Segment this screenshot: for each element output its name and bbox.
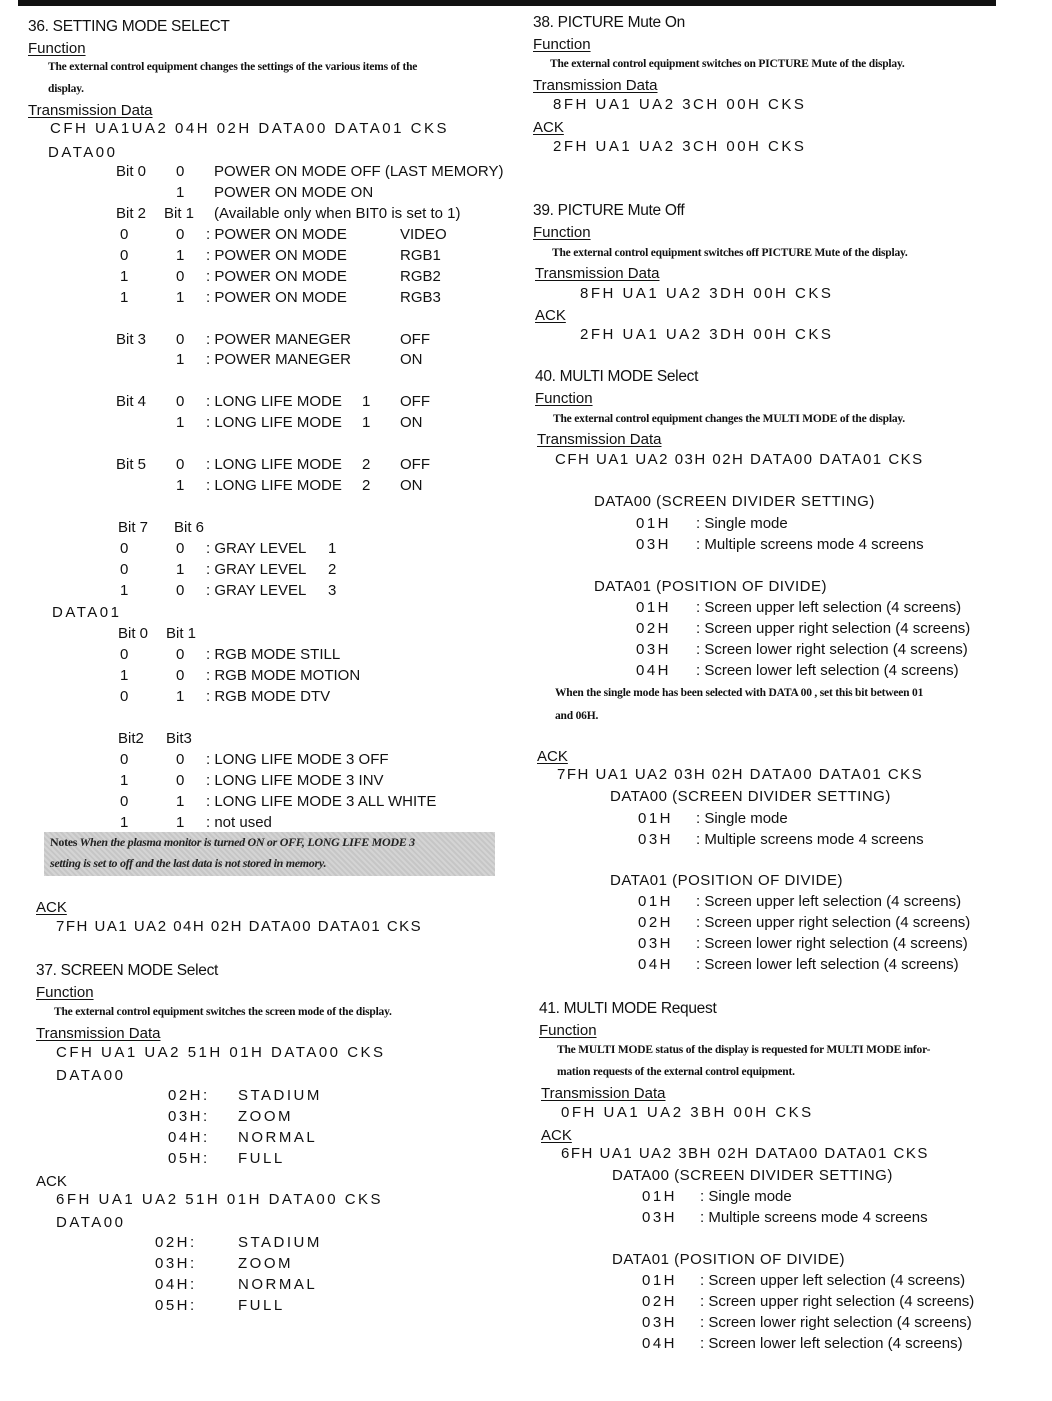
bit-description: : POWER ON MODE (206, 226, 347, 243)
bit-value: 1 (176, 688, 185, 705)
bit-index: 2 (362, 456, 371, 473)
bit-value: 0 (120, 247, 129, 264)
transmission-data: CFH UA1 UA2 51H 01H DATA00 CKS (56, 1044, 386, 1061)
mode-name: NORMAL (238, 1276, 318, 1293)
bit-value: 1 (176, 247, 185, 264)
section-36-title: 36. SETTING MODE SELECT (28, 18, 230, 35)
bit-label: Bit 0 (118, 625, 149, 642)
bit-index: 1 (362, 414, 371, 431)
data00-label: DATA00 (56, 1214, 126, 1231)
transmission-data-label: Transmission Data (535, 265, 660, 282)
bit-label: Bit 1 (164, 205, 195, 222)
bit-value: 0 (176, 540, 185, 557)
position-code: 04H (638, 956, 674, 973)
position-code: 01H (638, 893, 674, 910)
divider-code: 01H (636, 515, 672, 532)
bit-label: Bit3 (166, 730, 192, 747)
note-text: When the single mode has been selected with DATA 00 , set this bit between 01 (555, 687, 924, 699)
position-code: 03H (638, 935, 674, 952)
description: The external control equipment switches on PICTURE Mute of the display. (550, 58, 905, 70)
bit-value: 0 (120, 793, 129, 810)
data01-label: DATA01 (POSITION OF DIVIDE) (612, 1251, 845, 1268)
bit-label: Bit 0 (116, 163, 147, 180)
data00-label: DATA00 (56, 1067, 126, 1084)
bit-setting: ON (400, 414, 423, 431)
ack-data: 7FH UA1 UA2 03H 02H DATA00 DATA01 CKS (557, 766, 924, 783)
bit-label: Bit 3 (116, 331, 147, 348)
position-description: : Screen upper right selection (4 screens) (696, 914, 971, 931)
bit-value: 0 (176, 751, 185, 768)
mode-code: 02H: (155, 1234, 197, 1251)
bit-value: 0 (176, 582, 185, 599)
bit-setting: VIDEO (400, 226, 447, 243)
function-label: Function (36, 984, 94, 1001)
notes-box (44, 832, 495, 876)
notes-text: setting is set to off and the last data is not stored in memory. (50, 856, 327, 870)
position-description: : Screen upper right selection (4 screens) (700, 1293, 975, 1310)
bit-index: 1 (362, 393, 371, 410)
description: The MULTI MODE status of the display is requested for MULTI MODE infor- (557, 1044, 931, 1056)
bit-setting: OFF (400, 456, 430, 473)
transmission-data-label: Transmission Data (36, 1025, 161, 1042)
bit-value: 1 (176, 477, 185, 494)
bit-description: : POWER MANEGER (206, 351, 352, 368)
bit-setting: OFF (400, 393, 430, 410)
ack-data: 6FH UA1 UA2 3BH 02H DATA00 DATA01 CKS (561, 1145, 929, 1162)
mode-code: 02H: (168, 1087, 210, 1104)
mode-name: FULL (238, 1297, 285, 1314)
bit-value: 0 (176, 268, 185, 285)
transmission-data-label: Transmission Data (537, 431, 662, 448)
bit-index: 2 (328, 561, 337, 578)
bit-description: : LONG LIFE MODE 3 OFF (206, 751, 389, 768)
bit-description: : POWER MANEGER (206, 331, 352, 348)
bit-index: 3 (328, 582, 337, 599)
mode-name: STADIUM (238, 1087, 322, 1104)
divider-code: 03H (636, 536, 672, 553)
bit-description: : not used (206, 814, 272, 831)
bit-value: 0 (176, 646, 185, 663)
mode-name: NORMAL (238, 1129, 318, 1146)
note-text: and 06H. (555, 710, 599, 722)
section-37-title: 37. SCREEN MODE Select (36, 962, 219, 979)
bit-description: : LONG LIFE MODE (206, 414, 342, 431)
bit-setting: RGB1 (400, 247, 441, 264)
divider-code: 01H (642, 1188, 678, 1205)
divider-description: : Multiple screens mode 4 screens (696, 831, 924, 848)
bit-value: 1 (120, 667, 129, 684)
data01-label: DATA01 (POSITION OF DIVIDE) (594, 578, 827, 595)
section-41-title: 41. MULTI MODE Request (539, 1000, 717, 1017)
bit-value: 1 (120, 772, 129, 789)
bit-description: : GRAY LEVEL (206, 582, 307, 599)
mode-name: STADIUM (238, 1234, 322, 1251)
mode-code: 04H: (168, 1129, 210, 1146)
bit-value: 1 (176, 793, 185, 810)
transmission-data-label: Transmission Data (28, 102, 153, 119)
bit-setting: RGB2 (400, 268, 441, 285)
bit-description: POWER ON MODE OFF (LAST MEMORY) (214, 163, 504, 180)
transmission-data-label: Transmission Data (533, 77, 658, 94)
bit-label: Bit 6 (174, 519, 205, 536)
bit-value: 1 (120, 582, 129, 599)
bit-setting: ON (400, 351, 423, 368)
ack-data: 7FH UA1 UA2 04H 02H DATA00 DATA01 CKS (56, 918, 423, 935)
notes-text: When the plasma monitor is turned ON or OFF, LONG LIFE MODE 3 (79, 835, 415, 849)
function-label: Function (533, 224, 591, 241)
description: display. (48, 83, 84, 95)
bit-value: 1 (120, 814, 129, 831)
bit-label: Bit 7 (118, 519, 149, 536)
bit-label: Bit2 (118, 730, 144, 747)
bit-index: 2 (362, 477, 371, 494)
bit-value: 0 (120, 226, 129, 243)
position-description: : Screen upper right selection (4 screens) (696, 620, 971, 637)
bit-label: Bit 2 (116, 205, 147, 222)
bit-value: 0 (176, 772, 185, 789)
bit-description: : LONG LIFE MODE 3 ALL WHITE (206, 793, 437, 810)
ack-data: 2FH UA1 UA2 3DH 00H CKS (580, 326, 834, 343)
bit-value: 0 (176, 163, 185, 180)
position-code: 03H (636, 641, 672, 658)
bit-value: 0 (176, 456, 185, 473)
divider-code: 01H (638, 810, 674, 827)
ack-label: ACK (535, 307, 566, 324)
bit-description: : LONG LIFE MODE 3 INV (206, 772, 384, 789)
function-label: Function (28, 40, 86, 57)
bit-description: : GRAY LEVEL (206, 540, 307, 557)
divider-description: : Multiple screens mode 4 screens (700, 1209, 928, 1226)
bit-value: 0 (120, 646, 129, 663)
bit-value: 1 (176, 184, 185, 201)
bit-value: 0 (120, 751, 129, 768)
description: mation requests of the external control equipment. (557, 1066, 795, 1078)
bit-description: : RGB MODE MOTION (206, 667, 361, 684)
description: The external control equipment changes the settings of the various items of the (48, 61, 418, 73)
mode-code: 04H: (155, 1276, 197, 1293)
position-code: 03H (642, 1314, 678, 1331)
position-description: : Screen lower right selection (4 screens) (696, 935, 968, 952)
ack-label: ACK (533, 119, 564, 136)
bit-value: 0 (176, 667, 185, 684)
mode-name: ZOOM (238, 1108, 293, 1125)
bit-value: 0 (176, 226, 185, 243)
bit-note: (Available only when BIT0 is set to 1) (214, 205, 461, 222)
bit-value: 1 (176, 561, 185, 578)
transmission-data-label: Transmission Data (541, 1085, 666, 1102)
position-code: 01H (642, 1272, 678, 1289)
description: The external control equipment switches the screen mode of the display. (54, 1006, 392, 1018)
bit-value: 1 (176, 351, 185, 368)
position-code: 02H (638, 914, 674, 931)
ack-data: 6FH UA1 UA2 51H 01H DATA00 CKS (56, 1191, 384, 1208)
bit-value: 0 (120, 688, 129, 705)
position-description: : Screen lower left selection (4 screens) (696, 956, 959, 973)
bit-value: 0 (120, 561, 129, 578)
mode-code: 05H: (155, 1297, 197, 1314)
bit-value: 1 (120, 268, 129, 285)
data00-label: DATA00 (48, 144, 118, 161)
function-label: Function (539, 1022, 597, 1039)
bit-description: : LONG LIFE MODE (206, 477, 342, 494)
position-description: : Screen lower right selection (4 screens) (700, 1314, 972, 1331)
bit-description: : GRAY LEVEL (206, 561, 307, 578)
transmission-data: 0FH UA1 UA2 3BH 00H CKS (561, 1104, 814, 1121)
position-code: 04H (636, 662, 672, 679)
divider-description: : Single mode (696, 515, 788, 532)
section-38-title: 38. PICTURE Mute On (533, 14, 685, 31)
bit-description: : POWER ON MODE (206, 289, 347, 306)
divider-description: : Single mode (700, 1188, 792, 1205)
section-39-title: 39. PICTURE Mute Off (533, 202, 685, 219)
position-code: 04H (642, 1335, 678, 1352)
bit-value: 1 (176, 814, 185, 831)
mode-name: ZOOM (238, 1255, 293, 1272)
data00-label: DATA00 (SCREEN DIVIDER SETTING) (610, 788, 891, 805)
position-description: : Screen upper left selection (4 screens) (696, 893, 962, 910)
description: The external control equipment changes the MULTI MODE of the display. (553, 413, 905, 425)
top-rule (18, 0, 996, 6)
bit-description: : RGB MODE DTV (206, 688, 331, 705)
bit-setting: OFF (400, 331, 430, 348)
bit-setting: RGB3 (400, 289, 441, 306)
function-label: Function (533, 36, 591, 53)
bit-setting: ON (400, 477, 423, 494)
mode-code: 05H: (168, 1150, 210, 1167)
transmission-data: CFH UA1UA2 04H 02H DATA00 DATA01 CKS (50, 120, 449, 137)
divider-description: : Single mode (696, 810, 788, 827)
position-description: : Screen lower right selection (4 screens) (696, 641, 968, 658)
bit-description: : LONG LIFE MODE (206, 393, 342, 410)
divider-description: : Multiple screens mode 4 screens (696, 536, 924, 553)
bit-value: 0 (120, 540, 129, 557)
position-description: : Screen lower left selection (4 screens) (696, 662, 959, 679)
mode-code: 03H: (168, 1108, 210, 1125)
divider-code: 03H (638, 831, 674, 848)
bit-value: 1 (176, 289, 185, 306)
data01-label: DATA01 (52, 604, 122, 621)
position-description: : Screen lower left selection (4 screens) (700, 1335, 963, 1352)
bit-value: 0 (176, 393, 185, 410)
section-40-title: 40. MULTI MODE Select (535, 368, 699, 385)
position-description: : Screen upper left selection (4 screens) (700, 1272, 966, 1289)
bit-value: 1 (176, 414, 185, 431)
description: The external control equipment switches off PICTURE Mute of the display. (552, 247, 908, 259)
ack-data: 2FH UA1 UA2 3CH 00H CKS (553, 138, 807, 155)
transmission-data: 8FH UA1 UA2 3DH 00H CKS (580, 285, 834, 302)
ack-label: ACK (541, 1127, 572, 1144)
ack-label: ACK (36, 1173, 67, 1190)
data00-label: DATA00 (SCREEN DIVIDER SETTING) (612, 1167, 893, 1184)
notes-label: Notes (50, 835, 78, 849)
position-code: 02H (636, 620, 672, 637)
bit-value: 0 (176, 331, 185, 348)
data00-label: DATA00 (SCREEN DIVIDER SETTING) (594, 493, 875, 510)
ack-label: ACK (36, 899, 67, 916)
bit-description: : POWER ON MODE (206, 268, 347, 285)
ack-label: ACK (537, 748, 568, 765)
bit-description: : LONG LIFE MODE (206, 456, 342, 473)
bit-label: Bit 5 (116, 456, 147, 473)
position-description: : Screen upper left selection (4 screens) (696, 599, 962, 616)
transmission-data: CFH UA1 UA2 03H 02H DATA00 DATA01 CKS (555, 451, 924, 468)
mode-code: 03H: (155, 1255, 197, 1272)
bit-label: Bit 1 (166, 625, 197, 642)
bit-value: 1 (120, 289, 129, 306)
divider-code: 03H (642, 1209, 678, 1226)
position-code: 02H (642, 1293, 678, 1310)
bit-index: 1 (328, 540, 337, 557)
bit-description: : POWER ON MODE (206, 247, 347, 264)
mode-name: FULL (238, 1150, 285, 1167)
data01-label: DATA01 (POSITION OF DIVIDE) (610, 872, 843, 889)
bit-label: Bit 4 (116, 393, 147, 410)
function-label: Function (535, 390, 593, 407)
position-code: 01H (636, 599, 672, 616)
transmission-data: 8FH UA1 UA2 3CH 00H CKS (553, 96, 807, 113)
bit-description: POWER ON MODE ON (214, 184, 374, 201)
bit-description: : RGB MODE STILL (206, 646, 341, 663)
